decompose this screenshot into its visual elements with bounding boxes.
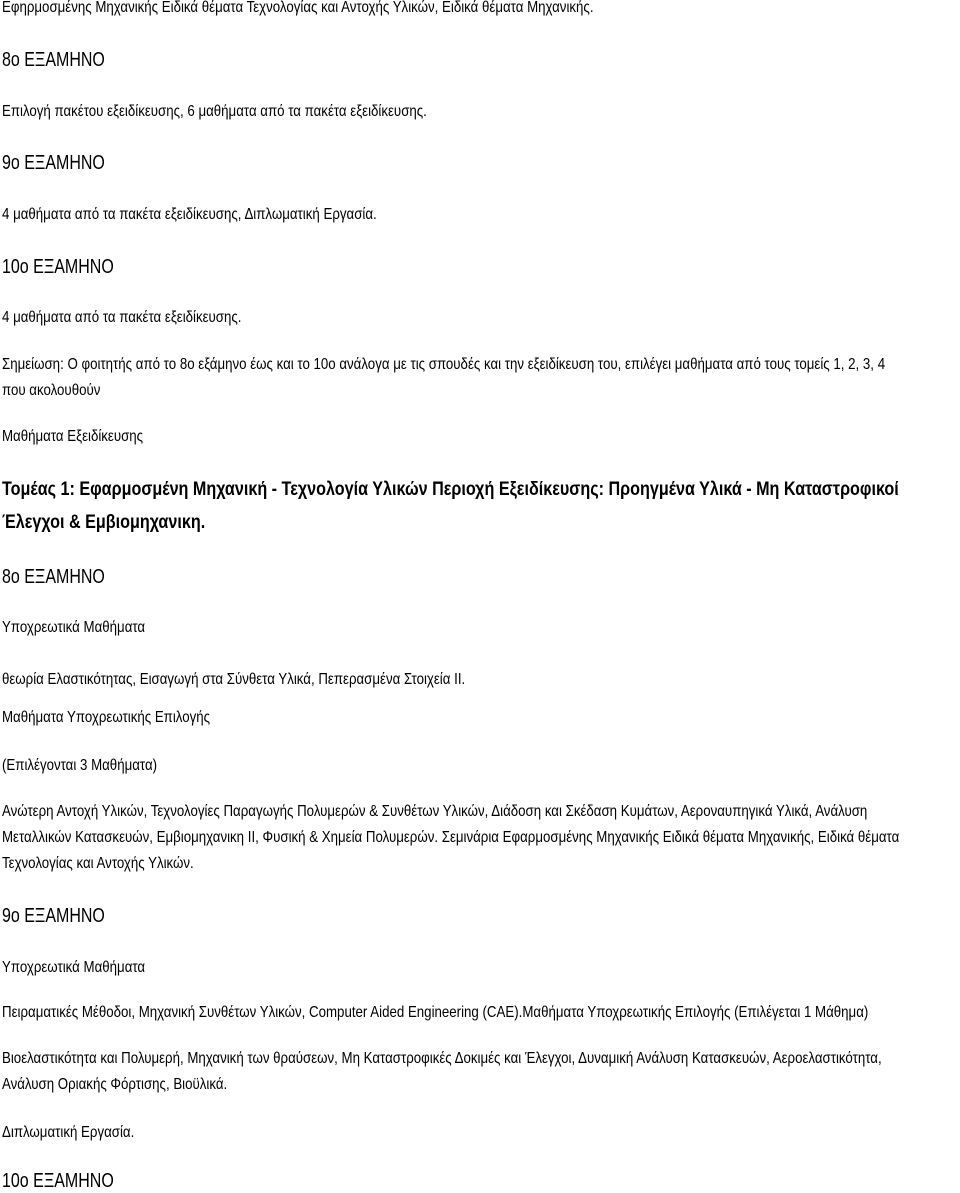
overview-semester-9-text: 4 μαθήματα από τα πακέτα εξειδίκευσης, Διπλωματική Εργασία. xyxy=(2,206,377,223)
semester-9-compulsory-courses: Πειραματικές Μέθοδοι, Μηχανική Συνθέτων Υλικών, Computer Aided Engineering (CAE).Μαθήματα Υποχρεωτικής Επιλογής (Επιλέγεται 1 Μάθημα) xyxy=(2,1004,869,1021)
semester-8-elective-count: (Επιλέγονται 3 Μαθήματα) xyxy=(2,757,158,774)
intro-text: Εφηρμοσμένης Μηχανικής Ειδικά θέματα Τεχνολογίας και Αντοχής Υλικών, Ειδικά θέματα Μηχανικής. xyxy=(2,0,594,16)
overview-semester-10-heading: 10ο ΕΞΑΜΗΝΟ xyxy=(2,256,114,278)
overview-semester-8-text: Επιλογή πακέτου εξειδίκευσης, 6 μαθήματα από τα πακέτα εξειδίκευσης. xyxy=(2,103,427,120)
semester-9-thesis: Διπλωματική Εργασία. xyxy=(2,1124,135,1141)
sector-semester-9-heading: 9ο ΕΞΑΜΗΝΟ xyxy=(2,905,105,927)
sector-title-line: Έλεγχοι & Εμβιομηχανικη. xyxy=(2,512,206,533)
semester-8-elective-courses-line: Τεχνολογίας και Αντοχής Υλικών. xyxy=(2,855,194,872)
note-text-line: που ακολουθούν xyxy=(2,382,101,399)
sector-semester-8-heading: 8ο ΕΞΑΜΗΝΟ xyxy=(2,566,105,588)
semester-9-elective-courses-line: Ανάλυση Οριακής Φόρτισης, Βιοϋλικά. xyxy=(2,1076,228,1093)
specialization-title: Μαθήματα Εξειδίκευσης xyxy=(2,428,144,445)
semester-8-elective-courses-line: Μεταλλικών Κατασκευών, Εμβιομηχανικη II, Φυσική & Χημεία Πολυμερών. Σεμινάρια Εφαρμοσμένης Μηχανικής Ειδικά θέματα Μηχανικής, Ειδικά θέματα xyxy=(2,829,900,846)
semester-8-compulsory-label: Υποχρεωτικά Μαθήματα xyxy=(2,619,146,636)
overview-semester-8-heading: 8ο ΕΞΑΜΗΝΟ xyxy=(2,49,105,71)
overview-semester-10-text: 4 μαθήματα από τα πακέτα εξειδίκευσης. xyxy=(2,309,242,326)
sector-semester-10-heading: 10ο ΕΞΑΜΗΝΟ xyxy=(2,1170,114,1192)
note-text-line: Σημείωση: Ο φοιτητής από το 8ο εξάμηνο έως και το 10ο ανάλογα με τις σπουδές και την εξειδίκευση του, επιλέγει μαθήματα από τους τομείς 1, 2, 3, 4 xyxy=(2,356,886,373)
semester-8-elective-label: Μαθήματα Υποχρεωτικής Επιλογής xyxy=(2,709,211,726)
sector-title-line: Τομέας 1: Εφαρμοσμένη Μηχανική - Τεχνολογία Υλικών Περιοχή Εξειδίκευσης: Προηγμένα Υλικά - Μη Καταστροφικοί xyxy=(2,479,899,500)
semester-9-elective-courses-line: Βιοελαστικότητα και Πολυμερή, Μηχανική των θραύσεων, Μη Καταστροφικές Δοκιμές και Έλεγχοι, Δυναμική Ανάλυση Κατασκευών, Αεροελαστικότητα, xyxy=(2,1050,882,1067)
semester-8-elective-courses-line: Ανώτερη Αντοχή Υλικών, Τεχνολογίες Παραγωγής Πολυμερών & Συνθέτων Υλικών, Διάδοση και Σκέδαση Κυμάτων, Αεροναυπηγικά Υλικά, Ανάλυση xyxy=(2,803,868,820)
semester-9-compulsory-label: Υποχρεωτικά Μαθήματα xyxy=(2,959,146,976)
semester-8-compulsory-courses: θεωρία Ελαστικότητας, Εισαγωγή στα Σύνθετα Υλικά, Πεπερασμένα Στοιχεία II. xyxy=(2,671,466,688)
overview-semester-9-heading: 9ο ΕΞΑΜΗΝΟ xyxy=(2,152,105,174)
